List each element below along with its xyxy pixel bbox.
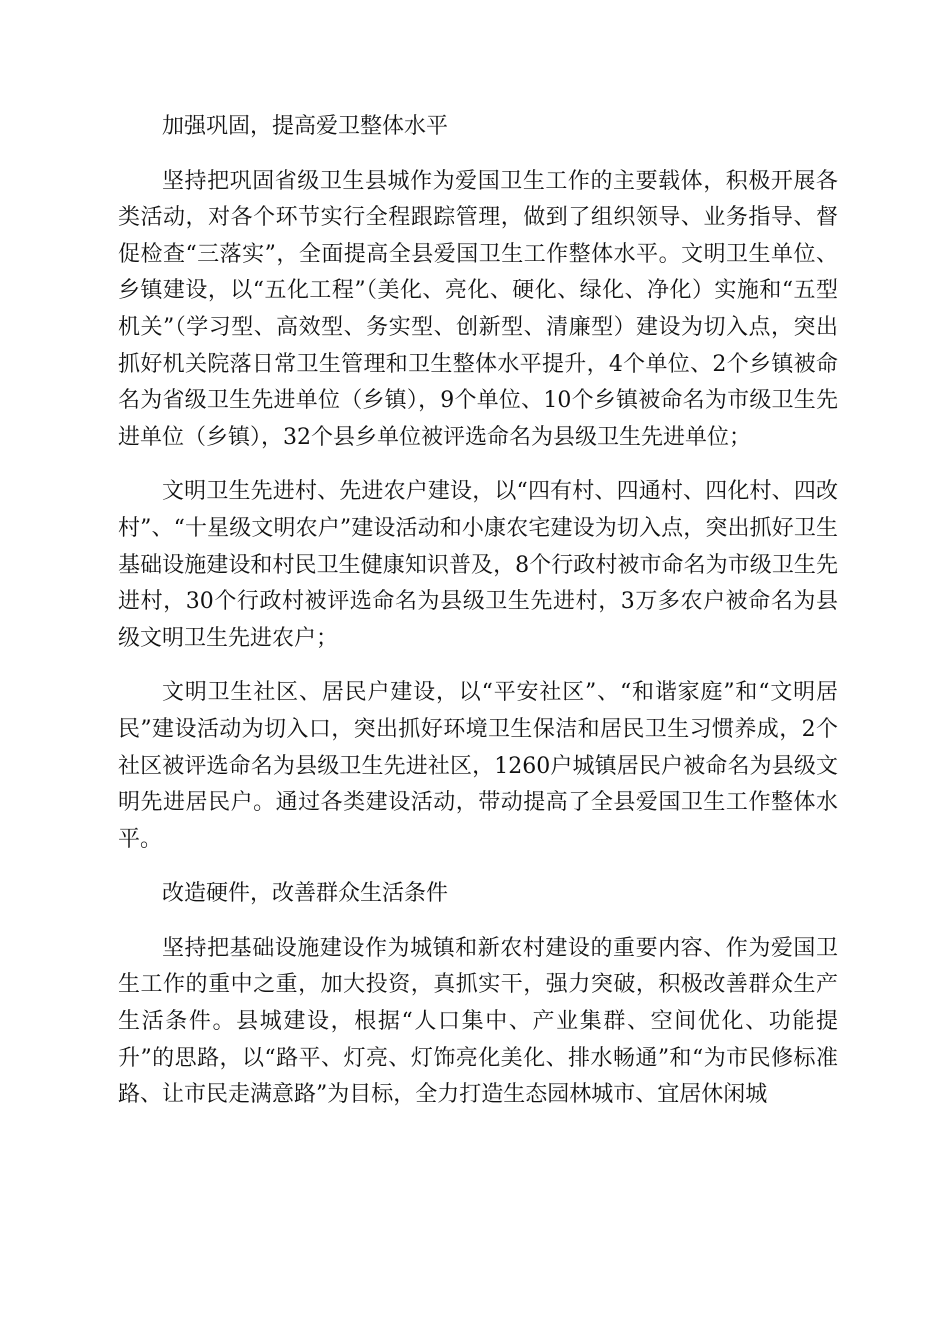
document-body — [118, 109, 838, 1132]
section-heading-consolidate: 加强巩固，提高爱卫整体水平 — [162, 114, 449, 139]
paragraph-communities: 文明卫生社区、居民户建设，以“平安社区”、“和谐家庭”和“文明居民”建设活动为切入口，突出抓好环境卫生保洁和居民卫生习惯养成，2个社区被评选命名为县级卫生先进社区，1260户城镇居民户被命名为县级文明先进居民户。通过各类建设活动，带动提高了全县爱国卫生工作整体水平。 — [118, 680, 838, 852]
paragraph-villages: 文明卫生先进村、先进农户建设，以“四有村、四通村、四化村、四改村”、“十星级文明农户”建设活动和小康农宅建设为切入点，突出抓好卫生基础设施建设和村民卫生健康知识普及，8个行政村被市命名为市级卫生先进村，30个行政村被评选命名为县级卫生先进村，3万多农户被命名为县级文明卫生先进农户； — [118, 479, 838, 651]
section-heading-hardware: 改造硬件，改善群众生活条件 — [162, 881, 449, 907]
paragraph-consolidation: 坚持把巩固省级卫生县城作为爱国卫生工作的主要载体，积极开展各类活动，对各个环节实行全程跟踪管理，做到了组织领导、业务指导、督促检查“三落实”，全面提高全县爱国卫生工作整体水平。文明卫生单位、乡镇建设，以“五化工程”（美化、亮化、硬化、绿化、净化）实施和“五型机关”（学习型、高效型、务实型、创新型、清廉型）建设为切入点，突出抓好机关院落日常卫生管理和卫生整体水平提升，4个单位、2个乡镇被命名为省级卫生先进单位（乡镇），9个单位、10个乡镇被命名为市级卫生先进单位（乡镇），32个县乡单位被评选命名为县级卫生先进单位； — [118, 168, 838, 450]
paragraph-infrastructure: 坚持把基础设施建设作为城镇和新农村建设的重要内容、作为爱国卫生工作的重中之重，加大投资，真抓实干，强力突破，积极改善群众生产生活条件。县城建设，根据“人口集中、产业集群、空间优化、功能提升”的思路，以“路平、灯亮、灯饰亮化美化、排水畅通”和“为市民修标准路、让市民走满意路”为目标，全力打造生态园林城市、宜居休闲城 — [118, 935, 838, 1108]
